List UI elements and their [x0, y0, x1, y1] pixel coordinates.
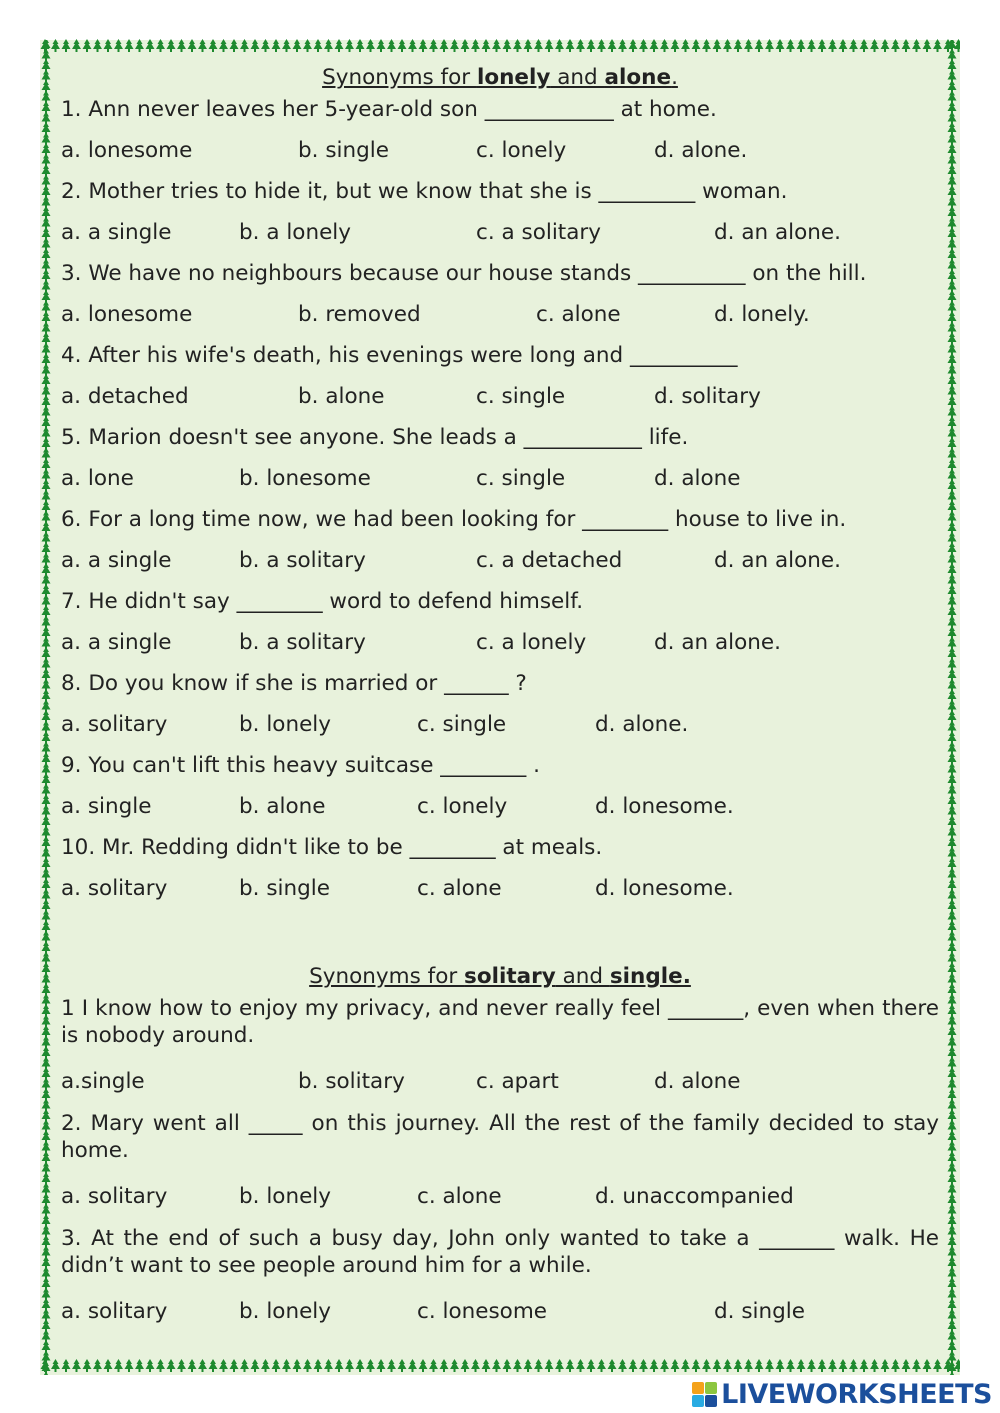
options-row: [61, 383, 939, 410]
pine-tree-icon: [482, 39, 491, 52]
pine-tree-icon: [776, 39, 785, 52]
pine-tree-icon: [702, 39, 711, 52]
pine-tree-icon: [933, 39, 942, 52]
pine-tree-icon: [146, 39, 155, 52]
tree-border-top: [40, 38, 960, 54]
pine-tree-icon: [744, 1359, 753, 1372]
pine-tree-icon: [534, 39, 543, 52]
answer-option: b. alone: [298, 384, 385, 409]
pine-tree-icon: [692, 39, 701, 52]
pine-tree-icon: [272, 1359, 281, 1372]
options-row: [61, 219, 939, 246]
answer-option: b. a solitary: [239, 548, 366, 573]
pine-tree-icon: [681, 39, 690, 52]
pine-tree-icon: [629, 1359, 638, 1372]
pine-tree-icon: [765, 1359, 774, 1372]
pine-tree-icon: [429, 1359, 438, 1372]
pine-tree-icon: [870, 39, 879, 52]
pine-tree-icon: [503, 39, 512, 52]
answer-option: d. lonesome.: [595, 876, 734, 901]
pine-tree-icon: [482, 1359, 491, 1372]
answer-option: a. a single: [61, 220, 172, 245]
answer-option: a. detached: [61, 384, 189, 409]
pine-tree-icon: [366, 1359, 375, 1372]
pine-tree-icon: [209, 1359, 218, 1372]
answer-option: a. lonesome: [61, 302, 193, 327]
pine-tree-icon: [923, 1359, 932, 1372]
title-keyword: solitary: [464, 964, 556, 989]
pine-tree-icon: [345, 1359, 354, 1372]
pine-tree-icon: [230, 1359, 239, 1372]
pine-tree-icon: [597, 39, 606, 52]
answer-option: d. unaccompanied: [595, 1184, 794, 1209]
answer-option: d. an alone.: [714, 220, 841, 245]
answer-option: a. single: [61, 794, 152, 819]
title-text: and: [555, 964, 610, 989]
question-text: 5. Marion doesn't see anyone. She leads a ___________ life.: [61, 425, 689, 450]
pine-tree-icon: [167, 1359, 176, 1372]
question-text: 8. Do you know if she is married or ______ ?: [61, 671, 527, 696]
pine-tree-icon: [188, 1359, 197, 1372]
answer-option: d. alone.: [654, 138, 748, 163]
answer-option: a. solitary: [61, 712, 168, 737]
pine-tree-icon: [167, 39, 176, 52]
pine-tree-icon: [608, 1359, 617, 1372]
pine-tree-icon: [135, 1359, 144, 1372]
pine-tree-icon: [545, 1359, 554, 1372]
pine-tree-icon: [114, 1359, 123, 1372]
answer-option: c. lonesome: [417, 1299, 547, 1324]
pine-tree-icon: [398, 1359, 407, 1372]
title-text: .: [671, 65, 678, 90]
pine-tree-icon: [419, 39, 428, 52]
pine-tree-icon: [912, 39, 921, 52]
answer-option: c. single: [476, 466, 566, 491]
answer-option: a. a single: [61, 630, 172, 655]
pine-tree-icon: [398, 39, 407, 52]
pine-tree-icon: [923, 39, 932, 52]
answer-option: d. alone: [654, 1069, 741, 1094]
pine-tree-icon: [461, 39, 470, 52]
pine-tree-icon: [702, 1359, 711, 1372]
title-text: and: [550, 65, 605, 90]
pine-tree-icon: [860, 1359, 869, 1372]
pine-tree-icon: [713, 39, 722, 52]
pine-tree-icon: [933, 1359, 942, 1372]
answer-option: d. alone.: [595, 712, 689, 737]
options-row: [61, 137, 939, 164]
question-text: 1 I know how to enjoy my privacy, and never really feel _______, even when there is nobody around.: [61, 996, 939, 1048]
pine-tree-icon: [692, 1359, 701, 1372]
pine-tree-icon: [324, 1359, 333, 1372]
tree-border-left: [38, 40, 54, 1375]
pine-tree-icon: [219, 39, 228, 52]
pine-tree-icon: [419, 1359, 428, 1372]
pine-tree-icon: [713, 1359, 722, 1372]
pine-tree-icon: [261, 1359, 270, 1372]
pine-tree-icon: [177, 1359, 186, 1372]
pine-tree-icon: [198, 1359, 207, 1372]
pine-tree-icon: [125, 39, 134, 52]
pine-tree-icon: [849, 39, 858, 52]
liveworksheets-logo: [691, 1378, 992, 1410]
pine-tree-icon: [293, 1359, 302, 1372]
pine-tree-icon: [671, 1359, 680, 1372]
pine-tree-icon: [597, 1359, 606, 1372]
pine-tree-icon: [135, 39, 144, 52]
pine-tree-icon: [818, 1359, 827, 1372]
pine-tree-icon: [723, 39, 732, 52]
answer-option: c. a solitary: [476, 220, 601, 245]
options-row: [61, 875, 939, 902]
pine-tree-icon: [219, 1359, 228, 1372]
pine-tree-icon: [566, 39, 575, 52]
pine-tree-icon: [639, 39, 648, 52]
answer-option: c. a lonely: [476, 630, 587, 655]
pine-tree-icon: [272, 39, 281, 52]
pine-tree-icon: [209, 39, 218, 52]
pine-tree-icon: [62, 39, 71, 52]
title-keyword: alone: [604, 65, 672, 90]
options-row: [61, 711, 939, 738]
pine-tree-icon: [408, 1359, 417, 1372]
pine-tree-icon: [282, 39, 291, 52]
pine-tree-icon: [387, 39, 396, 52]
pine-tree-icon: [492, 39, 501, 52]
pine-tree-icon: [587, 1359, 596, 1372]
question-text: 3. At the end of such a busy day, John only wanted to take a _______ walk. He didn’t want to see people around him for a while.: [61, 1226, 939, 1278]
pine-tree-icon: [492, 1359, 501, 1372]
answer-option: d. alone: [654, 466, 741, 491]
pine-tree-icon: [471, 39, 480, 52]
pine-tree-icon: [198, 39, 207, 52]
options-row: [61, 1068, 939, 1095]
pine-tree-icon: [891, 1359, 900, 1372]
pine-tree-icon: [314, 1359, 323, 1372]
logo-icon: [691, 1381, 717, 1407]
pine-tree-icon: [282, 1359, 291, 1372]
pine-tree-icon: [377, 39, 386, 52]
answer-option: c. single: [476, 384, 566, 409]
pine-tree-icon: [807, 39, 816, 52]
pine-tree-icon: [681, 1359, 690, 1372]
pine-tree-icon: [450, 1359, 459, 1372]
section-title: [61, 64, 939, 91]
pine-tree-icon: [335, 39, 344, 52]
pine-tree-icon: [104, 1359, 113, 1372]
pine-tree-icon: [366, 39, 375, 52]
answer-option: d. lonesome.: [595, 794, 734, 819]
pine-tree-icon: [356, 1359, 365, 1372]
answer-option: b. single: [298, 138, 389, 163]
pine-tree-icon: [776, 1359, 785, 1372]
answer-option: c. apart: [476, 1069, 559, 1094]
pine-tree-icon: [566, 1359, 575, 1372]
options-row: [61, 301, 939, 328]
question-text: 2. Mother tries to hide it, but we know that she is _________ woman.: [61, 179, 788, 204]
pine-tree-icon: [93, 1359, 102, 1372]
pine-tree-icon: [650, 1359, 659, 1372]
pine-tree-icon: [881, 39, 890, 52]
pine-tree-icon: [818, 39, 827, 52]
pine-tree-icon: [324, 39, 333, 52]
pine-tree-icon: [555, 39, 564, 52]
answer-option: b. lonely: [239, 712, 331, 737]
tree-border-bottom: [40, 1358, 960, 1374]
answer-option: b. removed: [298, 302, 421, 327]
tree-border-right: [944, 40, 960, 1375]
pine-tree-icon: [660, 1359, 669, 1372]
pine-tree-icon: [534, 1359, 543, 1372]
pine-tree-icon: [93, 39, 102, 52]
pine-tree-icon: [440, 1359, 449, 1372]
title-keyword: lonely: [476, 65, 551, 90]
pine-tree-icon: [786, 39, 795, 52]
title-text: Synonyms for: [322, 65, 477, 90]
pine-tree-icon: [660, 39, 669, 52]
answer-option: c. a detached: [476, 548, 623, 573]
pine-tree-icon: [671, 39, 680, 52]
pine-tree-icon: [734, 1359, 743, 1372]
pine-tree-icon: [524, 1359, 533, 1372]
pine-tree-icon: [786, 1359, 795, 1372]
options-row: [61, 1298, 939, 1325]
pine-tree-icon: [356, 39, 365, 52]
answer-option: b. alone: [239, 794, 326, 819]
pine-tree-icon: [293, 39, 302, 52]
pine-tree-icon: [251, 39, 260, 52]
answer-option: b. solitary: [298, 1069, 405, 1094]
title-text: Synonyms for: [309, 964, 465, 989]
pine-tree-icon: [345, 39, 354, 52]
pine-tree-icon: [912, 1359, 921, 1372]
pine-tree-icon: [734, 39, 743, 52]
pine-tree-icon: [650, 39, 659, 52]
pine-tree-icon: [125, 1359, 134, 1372]
answer-option: b. a solitary: [239, 630, 366, 655]
pine-tree-icon: [513, 1359, 522, 1372]
answer-option: d. an alone.: [714, 548, 841, 573]
pine-tree-icon: [72, 39, 81, 52]
pine-tree-icon: [755, 1359, 764, 1372]
pine-tree-icon: [839, 1359, 848, 1372]
pine-tree-icon: [891, 39, 900, 52]
pine-tree-icon: [723, 1359, 732, 1372]
question-text: 6. For a long time now, we had been looking for ________ house to live in.: [61, 507, 847, 532]
pine-tree-icon: [755, 39, 764, 52]
answer-option: b. lonely: [239, 1184, 331, 1209]
brand-name: LIVEWORKSHEETS: [721, 1378, 992, 1410]
question-text: 4. After his wife's death, his evenings were long and __________: [61, 343, 738, 368]
pine-tree-icon: [377, 1359, 386, 1372]
pine-tree-icon: [83, 39, 92, 52]
answer-option: b. single: [239, 876, 330, 901]
pine-tree-icon: [828, 39, 837, 52]
pine-tree-icon: [587, 39, 596, 52]
pine-tree-icon: [576, 1359, 585, 1372]
answer-option: c. single: [417, 712, 507, 737]
pine-tree-icon: [42, 1372, 51, 1376]
answer-option: c. alone: [417, 876, 502, 901]
pine-tree-icon: [797, 39, 806, 52]
pine-tree-icon: [251, 1359, 260, 1372]
pine-tree-icon: [387, 1359, 396, 1372]
pine-tree-icon: [503, 1359, 512, 1372]
pine-tree-icon: [807, 1359, 816, 1372]
answer-option: b. lonesome: [239, 466, 371, 491]
pine-tree-icon: [156, 1359, 165, 1372]
question-text: 7. He didn't say ________ word to defend himself.: [61, 589, 584, 614]
answer-option: a. a single: [61, 548, 172, 573]
answer-option: d. lonely.: [714, 302, 810, 327]
pine-tree-icon: [629, 39, 638, 52]
title-keyword: single.: [609, 964, 691, 989]
pine-tree-icon: [545, 39, 554, 52]
answer-option: c. alone: [536, 302, 621, 327]
pine-tree-icon: [524, 39, 533, 52]
answer-option: c. alone: [417, 1184, 502, 1209]
pine-tree-icon: [240, 39, 249, 52]
pine-tree-icon: [314, 39, 323, 52]
answer-option: a.single: [61, 1069, 145, 1094]
pine-tree-icon: [303, 1359, 312, 1372]
pine-tree-icon: [765, 39, 774, 52]
pine-tree-icon: [576, 39, 585, 52]
options-row: [61, 629, 939, 656]
pine-tree-icon: [839, 39, 848, 52]
pine-tree-icon: [429, 39, 438, 52]
pine-tree-icon: [849, 1359, 858, 1372]
pine-tree-icon: [870, 1359, 879, 1372]
pine-tree-icon: [177, 39, 186, 52]
answer-option: a. solitary: [61, 876, 168, 901]
pine-tree-icon: [513, 39, 522, 52]
pine-tree-icon: [744, 39, 753, 52]
answer-option: c. lonely: [417, 794, 508, 819]
pine-tree-icon: [948, 1372, 957, 1376]
pine-tree-icon: [83, 1359, 92, 1372]
answer-option: d. an alone.: [654, 630, 781, 655]
question-text: 9. You can't lift this heavy suitcase ________ .: [61, 753, 540, 778]
question-text: 2. Mary went all _____ on this journey. All the rest of the family decided to stay home.: [61, 1111, 939, 1163]
pine-tree-icon: [618, 1359, 627, 1372]
pine-tree-icon: [471, 1359, 480, 1372]
pine-tree-icon: [335, 1359, 344, 1372]
section-title: [61, 963, 939, 990]
answer-option: a. solitary: [61, 1299, 168, 1324]
pine-tree-icon: [230, 39, 239, 52]
pine-tree-icon: [440, 39, 449, 52]
answer-option: b. lonely: [239, 1299, 331, 1324]
question-text: 1. Ann never leaves her 5-year-old son ____________ at home.: [61, 97, 717, 122]
pine-tree-icon: [114, 39, 123, 52]
answer-option: c. lonely: [476, 138, 567, 163]
pine-tree-icon: [902, 39, 911, 52]
answer-option: d. solitary: [654, 384, 761, 409]
pine-tree-icon: [555, 1359, 564, 1372]
pine-tree-icon: [240, 1359, 249, 1372]
pine-tree-icon: [828, 1359, 837, 1372]
question-text: 10. Mr. Redding didn't like to be ________ at meals.: [61, 835, 603, 860]
options-row: [61, 793, 939, 820]
options-row: [61, 547, 939, 574]
pine-tree-icon: [156, 39, 165, 52]
pine-tree-icon: [639, 1359, 648, 1372]
pine-tree-icon: [261, 39, 270, 52]
pine-tree-icon: [104, 39, 113, 52]
pine-tree-icon: [408, 39, 417, 52]
answer-option: d. single: [714, 1299, 805, 1324]
pine-tree-icon: [902, 1359, 911, 1372]
pine-tree-icon: [188, 39, 197, 52]
question-text: 3. We have no neighbours because our house stands __________ on the hill.: [61, 261, 867, 286]
options-row: [61, 1183, 939, 1210]
answer-option: a. solitary: [61, 1184, 168, 1209]
pine-tree-icon: [146, 1359, 155, 1372]
pine-tree-icon: [618, 39, 627, 52]
pine-tree-icon: [797, 1359, 806, 1372]
options-row: [61, 465, 939, 492]
pine-tree-icon: [303, 39, 312, 52]
pine-tree-icon: [608, 39, 617, 52]
pine-tree-icon: [881, 1359, 890, 1372]
answer-option: a. lonesome: [61, 138, 193, 163]
answer-option: b. a lonely: [239, 220, 352, 245]
pine-tree-icon: [461, 1359, 470, 1372]
pine-tree-icon: [72, 1359, 81, 1372]
pine-tree-icon: [860, 39, 869, 52]
answer-option: a. lone: [61, 466, 134, 491]
pine-tree-icon: [62, 1359, 71, 1372]
pine-tree-icon: [450, 39, 459, 52]
